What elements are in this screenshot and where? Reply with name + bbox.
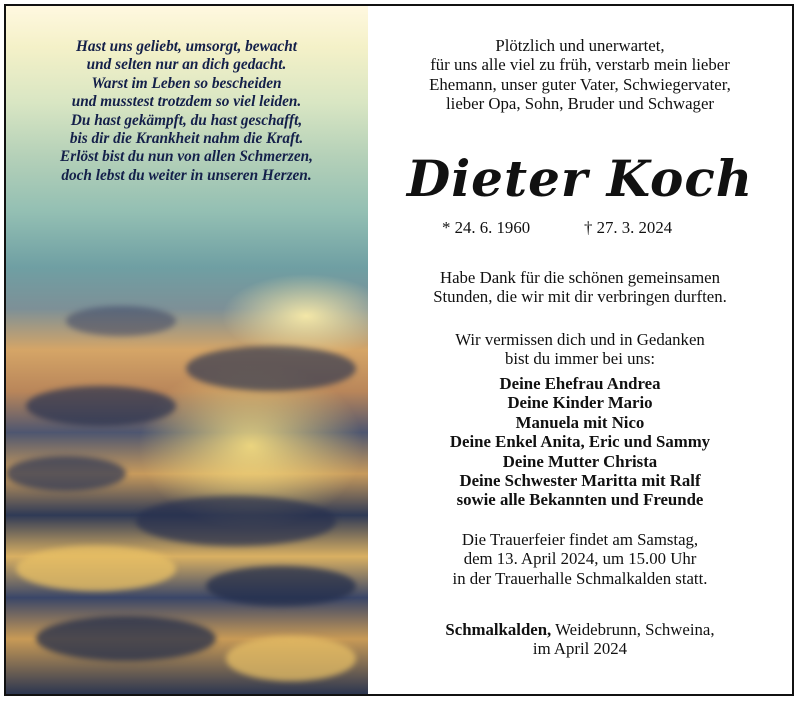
mourner: Manuela mit Nico <box>515 412 645 432</box>
intro-line: für uns alle viel zu früh, verstarb mein lieber <box>430 55 730 75</box>
miss-line: bist du immer bei uns: <box>504 349 656 369</box>
mourner: Deine Mutter Christa <box>502 451 658 471</box>
miss-line: Wir vermissen dich und in Gedanken <box>455 330 705 349</box>
poem-line: bis dir die Krankheit nahm die Kraft. <box>69 130 304 148</box>
place-line <box>368 620 792 639</box>
poem-line: Du hast gekämpft, du hast geschafft, <box>70 111 303 129</box>
thanks-text <box>368 268 792 307</box>
intro-line: Plötzlich und unerwartet, <box>495 36 665 55</box>
poem-line: doch lebst du weiter in unseren Herzen. <box>61 166 312 184</box>
deceased-name: Dieter Koch <box>406 149 754 208</box>
funeral-info <box>368 530 792 588</box>
mourners-list <box>368 374 792 510</box>
funeral-line: dem 13. April 2024, um 15.00 Uhr <box>463 549 697 569</box>
thanks-line: Stunden, die wir mit dir verbringen durften. <box>433 287 727 307</box>
poem-line: Warst im Leben so bescheiden <box>91 74 282 92</box>
mourner: Deine Schwester Maritta mit Ralf <box>459 471 701 491</box>
intro-line: Ehemann, unser guter Vater, Schwiegervater, <box>429 74 731 94</box>
mourner: sowie alle Bekannten und Freunde <box>456 490 704 510</box>
poem <box>14 38 359 185</box>
death-date: † 27. 3. 2024 <box>584 218 673 237</box>
intro-text <box>368 36 792 114</box>
mourner: Deine Enkel Anita, Eric und Sammy <box>449 432 711 452</box>
poem-line: und selten nur an dich gedacht. <box>86 56 287 74</box>
mourner: Deine Kinder Mario <box>507 393 653 413</box>
funeral-line: Die Trauerfeier findet am Samstag, <box>461 530 699 549</box>
place-and-date <box>368 620 792 659</box>
thanks-line: Habe Dank für die schönen gemeinsamen <box>439 268 721 287</box>
obituary-frame <box>4 4 794 696</box>
sky-clouds-photo <box>6 6 368 694</box>
intro-line: lieber Opa, Sohn, Bruder und Schwager <box>446 94 714 114</box>
place-date: im April 2024 <box>532 639 628 659</box>
poem-line: Erlöst bist du nun von allen Schmerzen, <box>60 148 313 166</box>
mourner: Deine Ehefrau Andrea <box>499 374 661 393</box>
funeral-line: in der Trauerhalle Schmalkalden statt. <box>452 568 708 588</box>
poem-line: und musstest trotzdem so viel leiden. <box>71 93 302 111</box>
obituary-text <box>368 6 792 694</box>
place-city: Schmalkalden, <box>445 620 552 639</box>
birth-date: * 24. 6. 1960 <box>442 218 531 237</box>
poem-line: Hast uns geliebt, umsorgt, bewacht <box>76 38 297 55</box>
place-others: Weidebrunn, Schweina, <box>551 620 715 639</box>
miss-text <box>368 330 792 369</box>
